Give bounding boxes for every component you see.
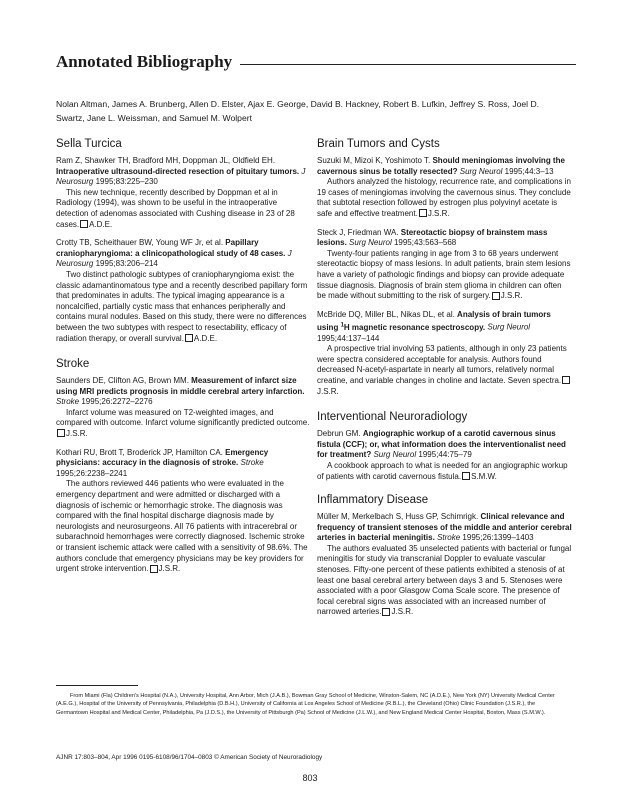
citation-title: Clinical relevance and frequency of transient stenoses of the middle and anterior cerebral arteries in bacterial meningitis. (317, 512, 572, 543)
citation-ref: 1995;26:2238–2241 (56, 468, 128, 478)
reviewer-initials: J.S.R. (427, 208, 450, 218)
citation-authors: Kothari RU, Brott T, Broderick JP, Hamilton CA. (56, 447, 223, 457)
citation-ref: 1995;26:1399–1403 (462, 533, 534, 543)
end-mark-icon (80, 220, 88, 228)
abstract-text: This new technique, recently described by Doppman et al in Radiology (1994), was shown to be useful in the intraoperative detection of adenomas associated with Cushing disease in 23 of 28 cases. (56, 187, 295, 229)
right-column (317, 130, 572, 626)
page-title: Annotated Bibliography (56, 52, 233, 71)
entry-muller (317, 512, 572, 618)
citation-title: Angiographic workup of a carotid cavernous sinus fistula (CCF); or, what information does the interventionalist need for treatment? (317, 429, 566, 460)
abstract (317, 177, 572, 219)
citation-title-part-a: Analysis of brain tumors using (317, 309, 551, 332)
abstract-text: Authors analyzed the histology, recurrence rate, and complications in 19 cases of meningiomas involving the cavernous sinus. They conclude that subtotal resection followed by estrogen plus polyvinyl acetate is safe and effective treatment. (317, 177, 571, 218)
abstract-text: A prospective trial involving 53 patients, although in only 23 patients were spectra considered acceptable for analysis. Authors found decreased N-acetyl-aspartate in nearly all tumors, relatively normal creatine, and variable changes in choline and lactate. Seven spectra. (317, 344, 567, 385)
entry-kothari (56, 448, 311, 575)
citation-ref: 1995;44:3–13 (504, 166, 554, 176)
page-number: 803 (302, 773, 318, 783)
entry-crotty (56, 238, 311, 344)
citation (317, 228, 572, 249)
citation-title: Stereotactic biopsy of brainstem mass lesions. (317, 227, 548, 248)
reviewer-initials: A.D.E. (193, 333, 218, 343)
title-rule (240, 64, 576, 65)
left-column (56, 130, 311, 583)
citation-journal: Surg Neurol (349, 238, 392, 248)
citation-authors: Suzuki M, Mizoi K, Yoshimoto T. (317, 156, 431, 165)
citation-authors: Crotty TB, Scheithauer BW, Young WF Jr, et al. (56, 238, 224, 248)
citation (56, 448, 311, 480)
abstract-text: A cookbook approach to what is needed for an angiographic workup of patients with carotid cavernous fistula. (317, 460, 568, 481)
citation-journal: Surg Neurol (487, 322, 531, 332)
abstract (56, 408, 311, 440)
abstract (56, 479, 311, 574)
citation-ref: 1995;26:2272–2276 (81, 397, 153, 407)
reviewer-initials: J.S.R. (158, 564, 181, 574)
end-mark-icon (150, 565, 158, 573)
abstract-text: Two distinct pathologic subtypes of craniopharyngioma exist: the classic adamantinomatous type and a recently described papillary form that predominates in adults. The typical imaging appearance is a noncalcified, partially cystic mass that enhances peripherally and contains mural nodules. Based on this study, there were no differences between the two subtypes with respect to resectability, efficacy of radiation therapy, or overall survival. (56, 269, 308, 343)
footnote-rule (56, 685, 138, 686)
citation-ref: 1995;44:75–79 (418, 450, 472, 460)
end-mark-icon (462, 472, 470, 480)
citation (56, 156, 311, 188)
citation (56, 376, 311, 408)
end-mark-icon (419, 209, 427, 217)
section-heading-stroke: Stroke (56, 358, 90, 371)
citation-authors: Ram Z, Shawker TH, Bradford MH, Doppman JL, Oldfield EH. (56, 156, 276, 165)
end-mark-icon (492, 292, 500, 300)
abstract-text: Infarct volume was measured on T2-weighted images, and compared with outcome. Infarct volume significantly predicted outcome. (56, 407, 310, 428)
citation-title-superscript: 1 (340, 322, 344, 329)
end-mark-icon (57, 429, 65, 437)
citation-journal: J Neurosurg (56, 166, 306, 187)
journal-citation-line: AJNR 17:803–804, Apr 1996 0195-6108/96/1704–0803 © American Society of Neuroradiology (56, 754, 323, 761)
reviewer-initials: J.S.R. (66, 429, 88, 439)
citation-ref: 1995;83:225–230 (95, 177, 158, 187)
affiliations-footnote: From Miami (Fla) Children's Hospital (N.A.), University Hospital, Ann Arbor, Mich (J.A.B.), Bowman Gray School of Medicine, Winston-Salem, NC (A.D.E.), New York (NY) University Medical Center (A.E.G.), Hospital of the University of Pennsylvania, Philadelphia (D.B.H.), University of California at Los Angeles School of Medicine (R.B.L.), the Cleveland (Ohio) Clinic Foundation (J.S.R.), the Germantown Hospital and Medical Center, Philadelphia, Pa (J.D.S.), the University of Pittsburgh (Pa) School of Medicine (J.L.W.), and New England Medical Center Hospital, Boston, Mass (S.M.W.). (56, 693, 555, 716)
end-mark-icon (562, 376, 570, 384)
abstract (317, 544, 572, 618)
citation-title: Emergency physicians: accuracy in the diagnosis of stroke. (56, 447, 269, 468)
section-heading-interventional: Interventional Neuroradiology (317, 411, 468, 424)
entry-suzuki (317, 156, 572, 220)
reviewer-initials: J.S.R. (317, 386, 339, 396)
abstract (317, 249, 572, 302)
citation-journal: Surg Neurol (373, 450, 417, 460)
entry-mcbride (317, 310, 572, 397)
reviewer-initials: A.D.E. (89, 219, 113, 229)
section-heading-sella: Sella Turcica (56, 138, 122, 150)
citation-journal: Stroke (437, 533, 461, 543)
citation-title: Measurement of infarct size using MRI predicts prognosis in middle cerebral artery infarction. (56, 376, 305, 396)
abstract (56, 270, 311, 344)
citation-authors: Steck J, Friedman WA. (317, 227, 399, 237)
end-mark-icon (382, 608, 390, 616)
abstract (317, 344, 572, 397)
citation-journal: Surg Neurol (459, 166, 503, 176)
reviewer-initials: J.S.R. (391, 607, 414, 617)
citation (56, 238, 311, 270)
abstract (56, 188, 311, 230)
citation-ref: 1995;43:563–568 (393, 238, 457, 248)
reviewer-initials: S.M.W. (471, 471, 497, 481)
citation (317, 310, 572, 344)
citation-journal: Stroke (240, 458, 264, 468)
section-heading-inflammatory: Inflammatory Disease (317, 494, 429, 507)
entry-ram (56, 156, 311, 230)
citation-ref: 1995;44:137–144 (317, 333, 380, 343)
citation-authors: McBride DQ, Miller BL, Nikas DL, et al. (317, 309, 455, 319)
entry-steck (317, 228, 572, 302)
citation (317, 512, 572, 544)
citation-authors: Debrun GM. (317, 429, 361, 439)
citation-title: Should meningiomas involving the cavernous sinus be totally resected? (317, 156, 565, 176)
citation (317, 156, 572, 177)
citation-title: Intraoperative ultrasound-directed resection of pituitary tumors. (56, 166, 300, 176)
entry-debrun (317, 429, 572, 482)
citation-ref: 1995;83:206–214 (95, 259, 158, 269)
citation (317, 429, 572, 461)
abstract-text: The authors evaluated 35 unselected patients with bacterial or fungal meningitis for study via transcranial Doppler to evaluate vascular stenoses. Fifty-one percent of these patients exhibited a stenosis of at least one basal cerebral artery between days 3 and 5. Stenoses were associated with a poor Glasgow Coma Scale score. The presence of focal cerebral signs was associated with an increased number of narrowed arteries. (317, 543, 572, 617)
entry-saunders (56, 376, 311, 440)
author-list: Nolan Altman, James A. Brunberg, Allen D. Elster, Ajax E. George, David B. Hackney, Robert B. Lufkin, Jeffrey S. Ross, Joel D. Swartz, Jane L. Weissman, and Samuel M. Wolpert (56, 99, 540, 123)
reviewer-initials: J.S.R. (500, 291, 523, 301)
abstract-text: The authors reviewed 446 patients who were evaluated in the emergency department and were admitted or discharged with a diagnosis of ischemic or hemorrhagic stroke. The diagnosis was compared with the final hospital discharge diagnosis made by neurologists and neurosurgeons. All 76 patients with intracerebral or subarachnoid hemorrhages were correctly diagnosed. Ischemic stroke or transient ischemic attack were called with a sensitivity of 98.6%. The authors conclude that emergency physicians may be key providers for urgent stroke intervention. (56, 479, 308, 574)
title-row (56, 52, 576, 72)
citation-journal: Stroke (56, 397, 80, 407)
citation-authors: Müller M, Merkelbach S, Huss GP, Schimrigk. (317, 512, 479, 522)
citation-authors: Saunders DE, Clifton AG, Brown MM. (56, 376, 189, 386)
citation-journal: J Neurosurg (56, 248, 292, 269)
end-mark-icon (185, 334, 193, 342)
citation-title-part-b: H magnetic resonance spectroscopy. (343, 322, 486, 332)
abstract-text: Twenty-four patients ranging in age from 3 to 68 years underwent stereotactic biopsy of mass lesions. In adult patients, brain stem lesions have a variety of pathologic findings and biopsy can provide adequate tissue diagnosis. Diagnosis of brain stem glioma in children can often be made without submitting to the risk of surgery. (317, 248, 571, 301)
section-heading-brain: Brain Tumors and Cysts (317, 138, 440, 150)
citation-title: Papillary craniopharyngioma: a clinicopathological study of 48 cases. (56, 238, 286, 258)
abstract (317, 461, 572, 482)
